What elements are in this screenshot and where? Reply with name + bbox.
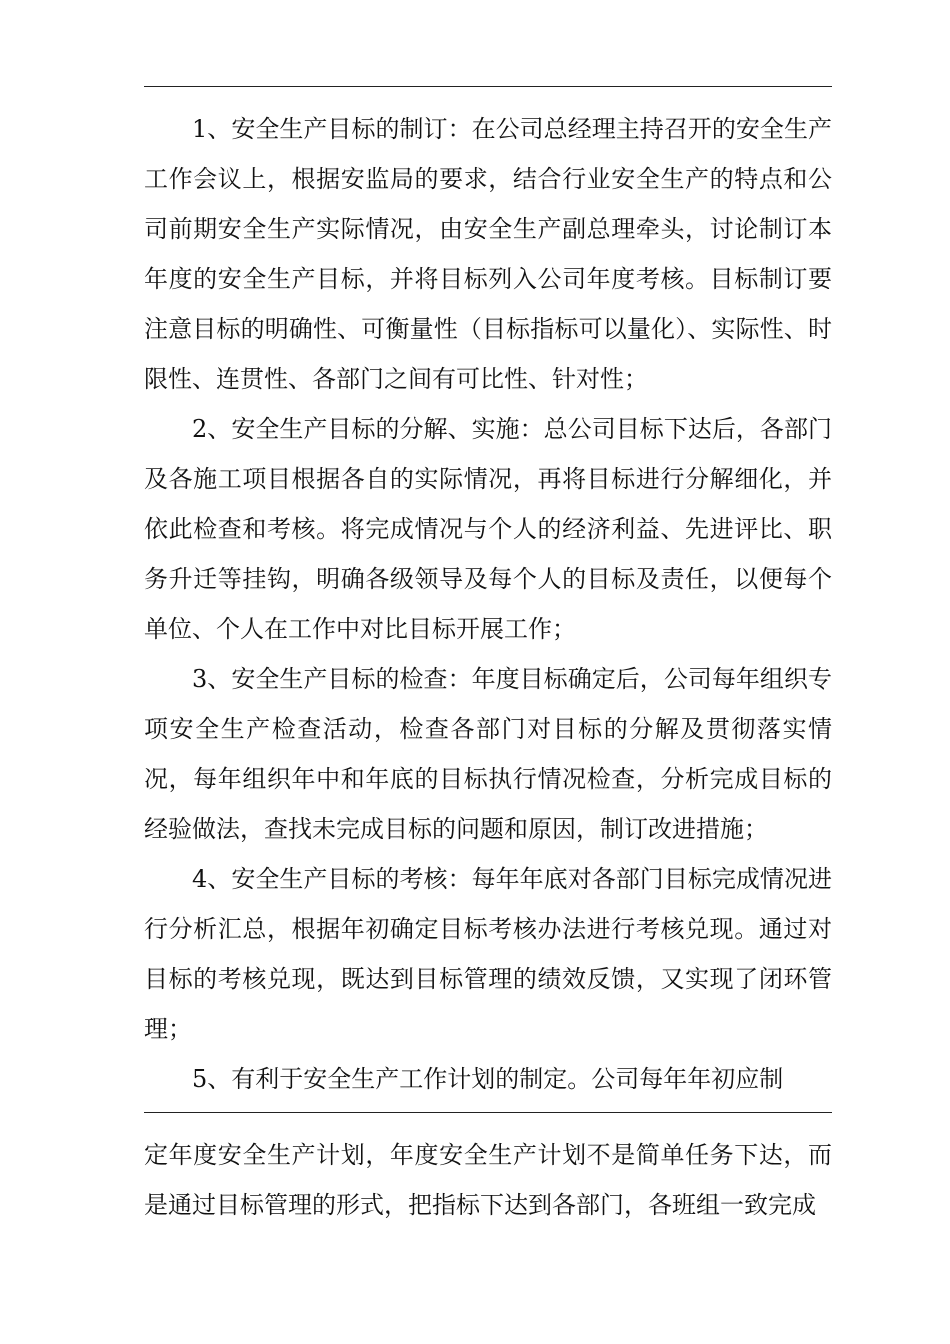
page-break-divider bbox=[144, 1112, 832, 1113]
upper-text-block bbox=[144, 104, 832, 1104]
lower-text-block bbox=[144, 1130, 832, 1230]
paragraph-3: 3、安全生产目标的检查：年度目标确定后，公司每年组织专项安全生产检查活动，检查各部门对目标的分解及贯彻落实情况，每年组织年中和年底的目标执行情况检查，分析完成目标的经验做法，查找未完成目标的问题和原因，制订改进措施； bbox=[144, 665, 832, 843]
paragraph-5: 5、有利于安全生产工作计划的制定。公司每年年初应制 bbox=[192, 1065, 784, 1093]
top-divider bbox=[144, 86, 832, 87]
paragraph-1: 1、安全生产目标的制订：在公司总经理主持召开的安全生产工作会议上，根据安监局的要求，结合行业安全生产的特点和公司前期安全生产实际情况，由安全生产副总理牵头，讨论制订本年度的安全生产目标，并将目标列入公司年度考核。目标制订要注意目标的明确性、可衡量性（目标指标可以量化）、实际性、时限性、连贯性、各部门之间有可比性、针对性； bbox=[144, 115, 832, 393]
paragraph-2: 2、安全生产目标的分解、实施：总公司目标下达后，各部门及各施工项目根据各自的实际情况，再将目标进行分解细化，并依此检查和考核。将完成情况与个人的经济利益、先进评比、职务升迁等挂钩，明确各级领导及每个人的目标及责任，以便每个单位、个人在工作中对比目标开展工作； bbox=[144, 415, 832, 643]
paragraph-continuation: 定年度安全生产计划，年度安全生产计划不是简单任务下达，而是通过目标管理的形式，把指标下达到各部门，各班组一致完成 bbox=[144, 1141, 832, 1219]
paragraph-4: 4、安全生产目标的考核：每年年底对各部门目标完成情况进行分析汇总，根据年初确定目标考核办法进行考核兑现。通过对目标的考核兑现，既达到目标管理的绩效反馈，又实现了闭环管理； bbox=[144, 865, 832, 1043]
